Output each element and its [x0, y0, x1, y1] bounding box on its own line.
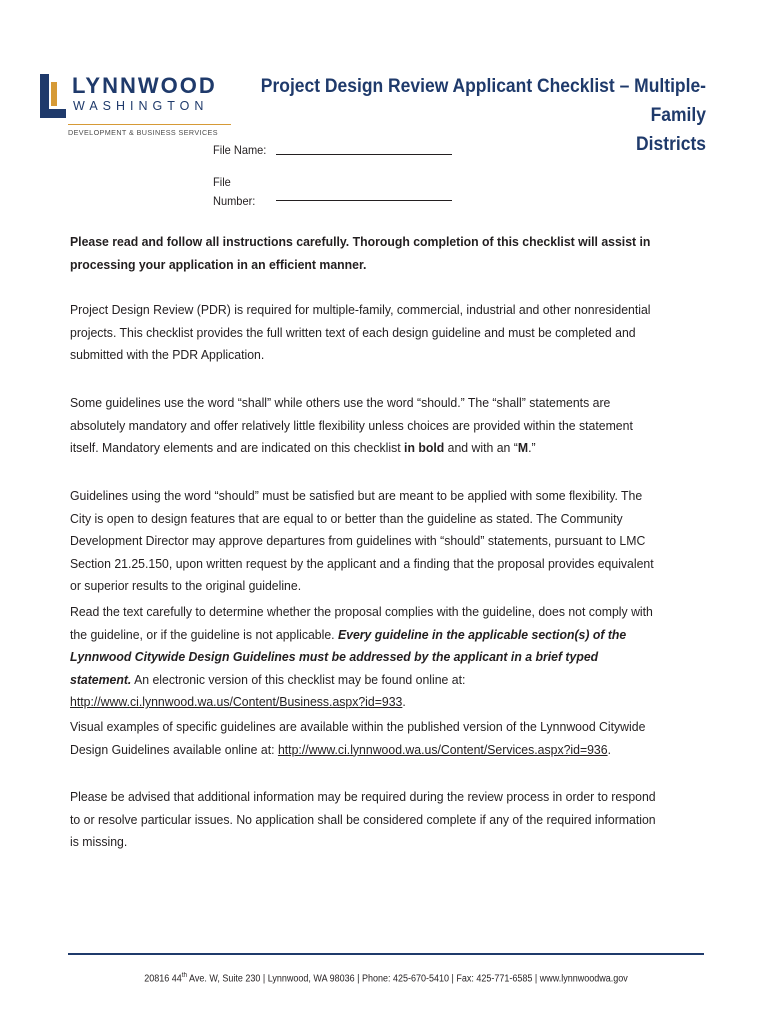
logo-state: WASHINGTON — [73, 99, 209, 113]
file-number-label — [213, 173, 255, 211]
para4-text-c: . — [402, 694, 406, 710]
para5-text-c: . — [607, 741, 611, 757]
title-line-1: Project Design Review Applicant Checklist – Multiple-Family — [260, 76, 706, 126]
para2-text-a: Some guidelines use the word “shall” while others use the word “should.” The “shall” statements are absolutely mandatory and offer relatively little flexibility unless choices are provided within the statement itself. Mandatory elements and are indicated on this checklist — [70, 395, 633, 456]
logo-name: LYNNWOOD — [72, 73, 217, 98]
should-paragraph: Guidelines using the word “should” must be satisfied but are meant to be applied with some flexibility. The City is open to design features that are equal to or better than the guideline as stated. The Community Development Director may approve departures from guidelines with “should” statements, pursuant to LMC Section 21.25.150, upon written request by the applicant and a finding that the proposal provides equivalent or superior results to the original guideline. — [70, 488, 654, 594]
file-name-field[interactable] — [276, 154, 452, 155]
logo-department: DEVELOPMENT & BUSINESS SERVICES — [68, 128, 218, 137]
para4-text-a: Read the text carefully to determine whether the proposal complies with the guideline, does not comply with the guideline, or if the guideline is not applicable. — [70, 604, 653, 642]
document-title — [261, 72, 706, 159]
advisory-paragraph: Please be advised that additional information may be required during the review process in order to respond to or resolve particular issues. No application shall be considered complete if any of the required information is missing. — [70, 789, 656, 850]
intro-paragraph: Please read and follow all instructions carefully. Thorough completion of this checklist will assist in processing your application in an efficient manner. — [70, 234, 651, 272]
footer-rest: Ave. W, Suite 230 | Lynnwood, WA 98036 | Phone: 425-670-5410 | Fax: 425-771-6585 | www.lynnwoodwa.gov — [187, 973, 628, 985]
para2-m: M — [517, 440, 529, 456]
instructions-paragraph — [70, 601, 660, 714]
file-number-field[interactable] — [276, 200, 452, 201]
visual-examples-paragraph — [70, 716, 660, 761]
para2-text-c: .” — [528, 440, 536, 456]
footer-number: 20816 44 — [144, 973, 182, 985]
para2-bold: in bold — [404, 440, 445, 456]
footer-address — [100, 972, 672, 984]
footer-divider — [68, 953, 704, 955]
city-logo — [38, 70, 218, 150]
title-line-2: Districts — [636, 134, 706, 155]
logo-divider — [68, 124, 231, 125]
lynnwood-l-mark-icon — [38, 74, 68, 118]
shall-should-paragraph — [70, 392, 660, 460]
footer-ordinal: th — [181, 972, 188, 979]
guidelines-link[interactable]: http://www.ci.lynnwood.wa.us/Content/Services.aspx?id=936 — [277, 741, 608, 757]
pdr-paragraph: Project Design Review (PDR) is required for multiple-family, commercial, industrial and other nonresidential projects. This checklist provides the full written text of each design guideline and must be completed and submitted with the PDR Application. — [70, 302, 651, 363]
para4-text-b: An electronic version of this checklist may be found online at: — [131, 671, 466, 687]
file-number-label-line-2: Number: — [213, 194, 256, 208]
file-number-label-line-1: File — [213, 175, 231, 189]
checklist-link[interactable]: http://www.ci.lynnwood.wa.us/Content/Business.aspx?id=933 — [70, 694, 403, 710]
para5-text-a: Visual examples of specific guidelines are available within the published version of the Lynnwood Citywide Design Guidelines available online at: — [70, 719, 646, 757]
file-name-label: File Name: — [213, 143, 267, 157]
para2-text-b: and with an “ — [444, 440, 518, 456]
para4-emphasis: Every guideline in the applicable section(s) of the Lynnwood Citywide Design Guidelines must be addressed by the applicant in a brief typed statement. — [70, 626, 627, 687]
